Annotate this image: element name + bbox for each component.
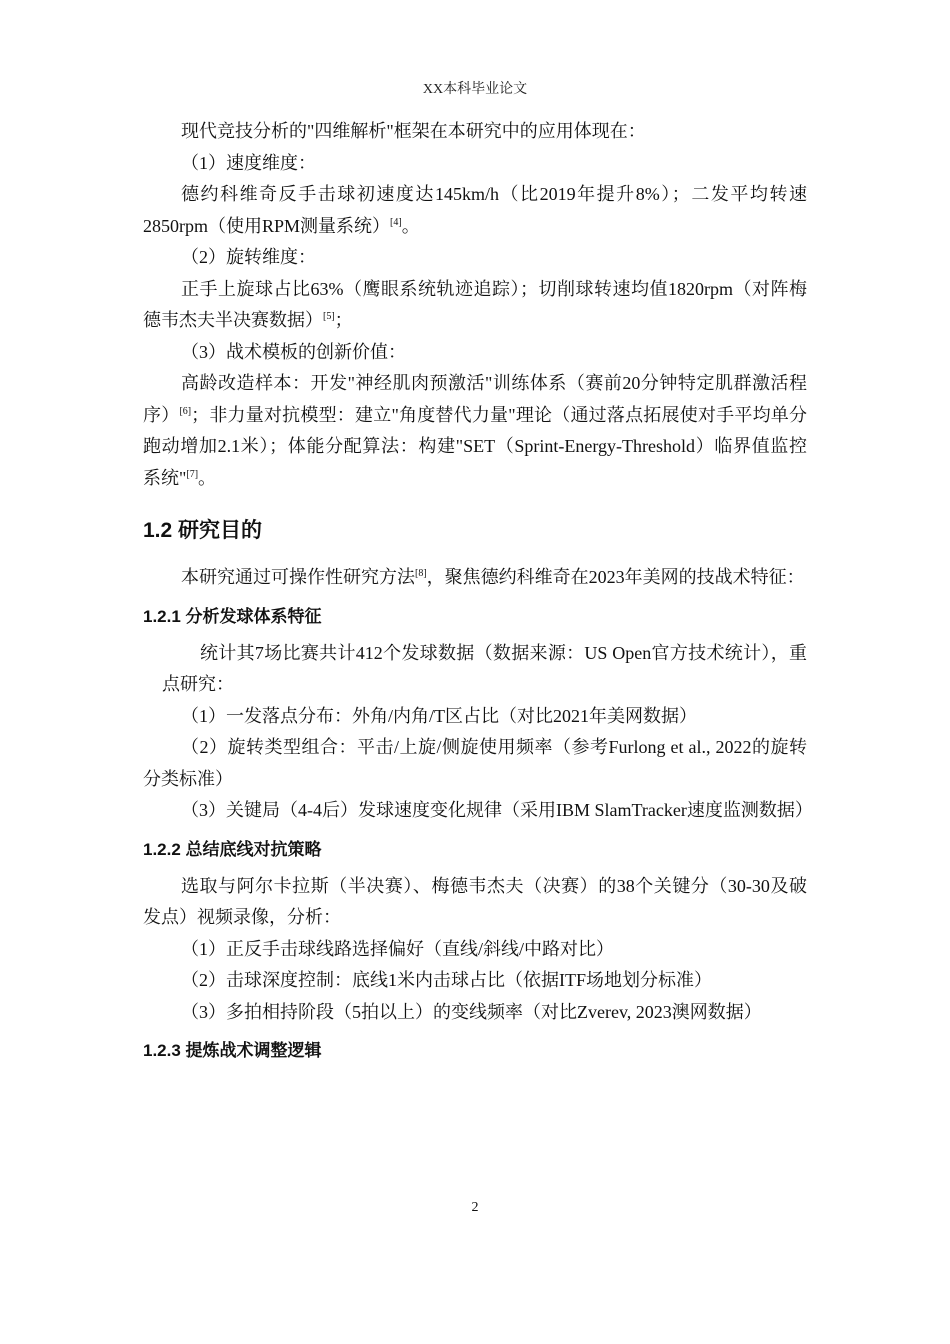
dimension-spin-text: [143, 274, 807, 337]
page-number: 2: [471, 1200, 479, 1215]
dimension-speed-text: [143, 179, 807, 242]
citation-7[interactable]: [7]: [186, 468, 199, 480]
serve-item-2: （2）旋转类型组合：平击/上旋/侧旋使用频率（参考Furlong et al., 2022的旋转分类标准）: [143, 737, 807, 789]
tactics-text-b: ；非力量对抗模型：建立"角度替代力量"理论（通过落点拓展使对手平均单分跑动增加2.1米）；体能分配算法：构建"SET（Sprint-Energy-Threshold）临界值监控系统": [143, 404, 808, 488]
section-1-2-heading: 1.2 研究目的: [143, 519, 263, 542]
intro-paragraph: 现代竞技分析的"四维解析"框架在本研究中的应用体现在：: [181, 121, 646, 141]
serve-intro: 统计其7场比赛共计412个发球数据（数据来源：US Open官方技术统计），重点研究：: [162, 642, 807, 694]
speed-end: 。: [401, 215, 420, 236]
dimension-spin-label: （2）旋转维度：: [181, 247, 316, 267]
purpose-text-a: 本研究通过可操作性研究方法: [181, 567, 415, 587]
speed-text: 德约科维奇反手击球初速度达145km/h（比2019年提升8%）；二发平均转速2850rpm（使用RPM测量系统）: [143, 184, 807, 236]
spin-end: ；: [334, 310, 353, 330]
section-1-2-2-heading: 1.2.2 总结底线对抗策略: [143, 839, 322, 859]
header-rule: [143, 98, 807, 99]
citation-8[interactable]: [8]: [415, 568, 427, 579]
dimension-speed-label: （1）速度维度：: [181, 152, 316, 173]
serve-item-1: （1）一发落点分布：外角/内角/T区占比（对比2021年美网数据）: [181, 705, 697, 726]
baseline-item-1: （1）正反手击球线路选择偏好（直线/斜线/中路对比）: [181, 938, 614, 959]
spin-text: 正手上旋球占比63%（鹰眼系统轨迹追踪）；切削球转速均值1820rpm（对阵梅德韦杰夫半决赛数据）: [143, 278, 807, 330]
citation-6[interactable]: [6]: [179, 405, 192, 417]
tactics-text-a: 高龄改造样本：开发"神经肌肉预激活"训练体系（赛前20分钟特定肌群激活程序）: [143, 373, 807, 425]
citation-4[interactable]: [4]: [390, 216, 402, 228]
section-1-2-3-heading: 1.2.3 提炼战术调整逻辑: [143, 1041, 322, 1060]
citation-5[interactable]: [5]: [323, 311, 335, 322]
baseline-item-3: （3）多拍相持阶段（5拍以上）的变线频率（对比Zverev, 2023澳网数据）: [181, 1001, 762, 1022]
page-header: XX本科毕业论文: [422, 82, 528, 97]
baseline-item-2: （2）击球深度控制：底线1米内击球占比（依据ITF场地划分标准）: [181, 970, 712, 990]
tactics-label: （3）战术模板的创新价值：: [181, 341, 406, 362]
purpose-text-b: ，聚焦德约科维奇在2023年美网的技战术特征：: [426, 567, 805, 587]
tactics-text: [143, 368, 807, 494]
section-1-2-1-heading: 1.2.1 分析发球体系特征: [143, 606, 322, 626]
baseline-intro: 选取与阿尔卡拉斯（半决赛）、梅德韦杰夫（决赛）的38个关键分（30-30及破发点）视频录像，分析：: [143, 875, 807, 927]
serve-item-3: （3）关键局（4-4后）发球速度变化规律（采用IBM SlamTracker速度监测数据）: [181, 800, 813, 820]
page-body: [143, 116, 813, 1072]
section-1-2-paragraph: [143, 562, 807, 594]
tactics-end: 。: [198, 467, 217, 488]
